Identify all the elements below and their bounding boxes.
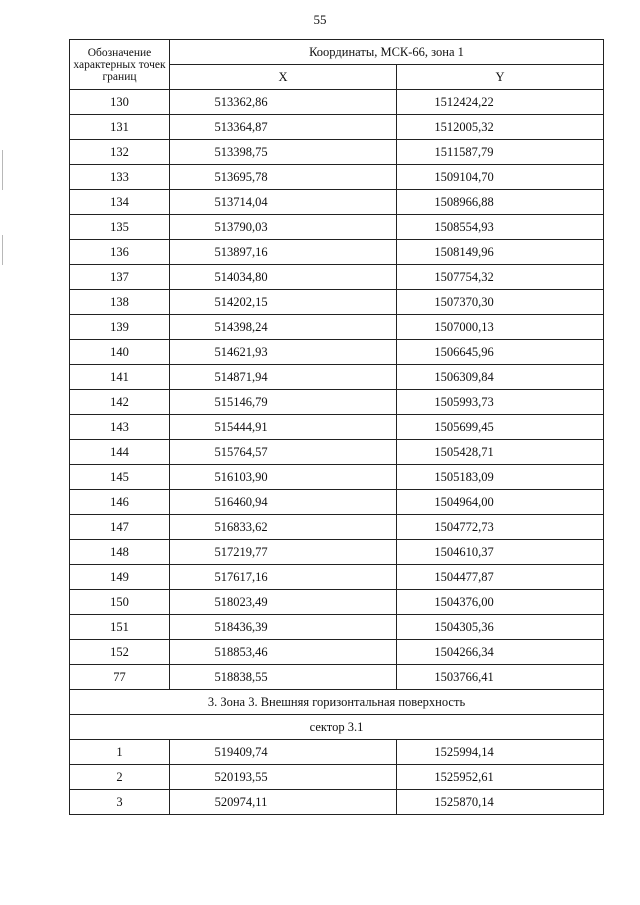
y-coordinate-cell: 1504305,36	[397, 615, 604, 640]
x-column-header: X	[170, 65, 397, 90]
table-row	[70, 790, 604, 815]
point-cell: 136	[70, 240, 170, 265]
x-coordinate-cell: 520193,55	[170, 765, 397, 790]
point-cell: 147	[70, 515, 170, 540]
y-coordinate-cell: 1525870,14	[397, 790, 604, 815]
table-row	[70, 615, 604, 640]
table-row	[70, 315, 604, 340]
table-row	[70, 90, 604, 115]
x-coordinate-cell: 513790,03	[170, 215, 397, 240]
scan-artifact	[2, 150, 3, 190]
table-row	[70, 190, 604, 215]
point-cell: 144	[70, 440, 170, 465]
y-coordinate-cell: 1525952,61	[397, 765, 604, 790]
zone-heading: 3. Зона 3. Внешняя горизонтальная поверхность	[70, 690, 604, 715]
scan-artifact	[2, 235, 3, 265]
table-row	[70, 215, 604, 240]
point-cell: 140	[70, 340, 170, 365]
x-coordinate-cell: 513364,87	[170, 115, 397, 140]
point-cell: 148	[70, 540, 170, 565]
table-row	[70, 440, 604, 465]
table-row	[70, 140, 604, 165]
x-coordinate-cell: 517617,16	[170, 565, 397, 590]
x-coordinate-cell: 514621,93	[170, 340, 397, 365]
y-coordinate-cell: 1503766,41	[397, 665, 604, 690]
table-row	[70, 490, 604, 515]
y-coordinate-cell: 1504610,37	[397, 540, 604, 565]
point-cell: 143	[70, 415, 170, 440]
point-cell: 134	[70, 190, 170, 215]
x-coordinate-cell: 516460,94	[170, 490, 397, 515]
y-coordinate-cell: 1508966,88	[397, 190, 604, 215]
coordinates-body	[70, 90, 604, 690]
y-coordinate-cell: 1511587,79	[397, 140, 604, 165]
y-coordinate-cell: 1504376,00	[397, 590, 604, 615]
point-cell: 135	[70, 215, 170, 240]
point-cell: 151	[70, 615, 170, 640]
y-coordinate-cell: 1508149,96	[397, 240, 604, 265]
table-row	[70, 590, 604, 615]
table-row	[70, 465, 604, 490]
y-coordinate-cell: 1504772,73	[397, 515, 604, 540]
x-coordinate-cell: 513362,86	[170, 90, 397, 115]
x-coordinate-cell: 515444,91	[170, 415, 397, 440]
x-coordinate-cell: 514034,80	[170, 265, 397, 290]
point-cell: 150	[70, 590, 170, 615]
table-row	[70, 115, 604, 140]
x-coordinate-cell: 514202,15	[170, 290, 397, 315]
y-coordinate-cell: 1507754,32	[397, 265, 604, 290]
y-coordinate-cell: 1512005,32	[397, 115, 604, 140]
coordinates-table	[69, 39, 604, 815]
table-row	[70, 165, 604, 190]
x-coordinate-cell: 518853,46	[170, 640, 397, 665]
x-coordinate-cell: 517219,77	[170, 540, 397, 565]
point-cell: 130	[70, 90, 170, 115]
x-coordinate-cell: 519409,74	[170, 740, 397, 765]
table-row	[70, 665, 604, 690]
point-cell: 139	[70, 315, 170, 340]
sector-heading: сектор 3.1	[70, 715, 604, 740]
y-coordinate-cell: 1506309,84	[397, 365, 604, 390]
point-cell: 149	[70, 565, 170, 590]
point-cell: 1	[70, 740, 170, 765]
point-cell: 77	[70, 665, 170, 690]
y-coordinate-cell: 1504964,00	[397, 490, 604, 515]
coordinates-header: Координаты, МСК-66, зона 1	[170, 40, 604, 65]
table-row	[70, 240, 604, 265]
y-coordinate-cell: 1505183,09	[397, 465, 604, 490]
x-coordinate-cell: 520974,11	[170, 790, 397, 815]
y-coordinate-cell: 1506645,96	[397, 340, 604, 365]
x-coordinate-cell: 515146,79	[170, 390, 397, 415]
sector-body	[70, 740, 604, 815]
x-coordinate-cell: 513897,16	[170, 240, 397, 265]
page-number: 55	[313, 12, 327, 27]
point-cell: 3	[70, 790, 170, 815]
point-cell: 152	[70, 640, 170, 665]
table-row	[70, 765, 604, 790]
y-coordinate-cell: 1505993,73	[397, 390, 604, 415]
y-column-header: Y	[397, 65, 604, 90]
point-cell: 145	[70, 465, 170, 490]
x-coordinate-cell: 518838,55	[170, 665, 397, 690]
y-coordinate-cell: 1504477,87	[397, 565, 604, 590]
x-coordinate-cell: 514398,24	[170, 315, 397, 340]
table-row	[70, 640, 604, 665]
point-cell: 142	[70, 390, 170, 415]
designation-header: Обозначение характерных точек границ	[70, 40, 170, 90]
table-row	[70, 290, 604, 315]
point-cell: 137	[70, 265, 170, 290]
table-row	[70, 515, 604, 540]
y-coordinate-cell: 1508554,93	[397, 215, 604, 240]
table-row	[70, 390, 604, 415]
point-cell: 132	[70, 140, 170, 165]
x-coordinate-cell: 516833,62	[170, 515, 397, 540]
x-coordinate-cell: 513695,78	[170, 165, 397, 190]
point-cell: 146	[70, 490, 170, 515]
y-coordinate-cell: 1505699,45	[397, 415, 604, 440]
y-coordinate-cell: 1509104,70	[397, 165, 604, 190]
y-coordinate-cell: 1512424,22	[397, 90, 604, 115]
point-cell: 2	[70, 765, 170, 790]
y-coordinate-cell: 1525994,14	[397, 740, 604, 765]
y-coordinate-cell: 1507000,13	[397, 315, 604, 340]
x-coordinate-cell: 514871,94	[170, 365, 397, 390]
y-coordinate-cell: 1507370,30	[397, 290, 604, 315]
y-coordinate-cell: 1504266,34	[397, 640, 604, 665]
x-coordinate-cell: 513714,04	[170, 190, 397, 215]
table-row	[70, 340, 604, 365]
point-cell: 133	[70, 165, 170, 190]
x-coordinate-cell: 518023,49	[170, 590, 397, 615]
point-cell: 138	[70, 290, 170, 315]
table-row	[70, 740, 604, 765]
x-coordinate-cell: 515764,57	[170, 440, 397, 465]
table-row	[70, 565, 604, 590]
table-row	[70, 265, 604, 290]
point-cell: 141	[70, 365, 170, 390]
x-coordinate-cell: 513398,75	[170, 140, 397, 165]
point-cell: 131	[70, 115, 170, 140]
y-coordinate-cell: 1505428,71	[397, 440, 604, 465]
x-coordinate-cell: 518436,39	[170, 615, 397, 640]
table-row	[70, 365, 604, 390]
table-row	[70, 540, 604, 565]
table-row	[70, 415, 604, 440]
x-coordinate-cell: 516103,90	[170, 465, 397, 490]
